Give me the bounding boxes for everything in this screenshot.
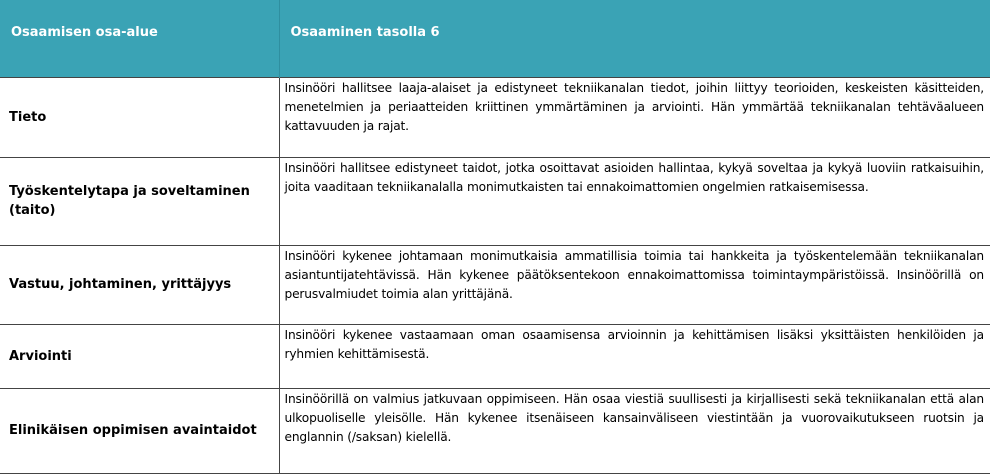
header-competence-area: Osaamisen osa-alue (0, 0, 279, 77)
table-row (0, 77, 990, 157)
row-description: Insinöörillä on valmius jatkuvaan oppimiseen. Hän osaa viestiä suullisesti ja kirjallisesti sekä tekniikanalan että alan ulkopuoliselle yleisölle. Hän kykenee itsenäiseen kansainväliseen viestintään ja vuorovaikutukseen ruotsin ja englannin (/saksan) kielellä. (279, 388, 990, 473)
row-description: Insinööri hallitsee edistyneet taidot, jotka osoittavat asioiden hallintaa, kykyä soveltaa ja kykyä luoviin ratkaisuihin, joita vaaditaan tekniikanalalla monimutkaisten tai ennakoimattomien ongelmien ratkaisemisessa. (279, 157, 990, 245)
table-row (0, 245, 990, 324)
row-area-label: Työskentelytapa ja soveltaminen (taito) (0, 157, 279, 245)
row-area-label: Elinikäisen oppimisen avaintaidot (0, 388, 279, 473)
table-body (0, 77, 990, 473)
table-row (0, 324, 990, 388)
row-area-label: Arviointi (0, 324, 279, 388)
header-row (0, 0, 990, 77)
header-competence-level: Osaaminen tasolla 6 (279, 0, 990, 77)
row-description: Insinööri hallitsee laaja-alaiset ja edistyneet tekniikanalan tiedot, joihin liittyy teorioiden, keskeisten käsitteiden, menetelmien ja periaatteiden kriittinen ymmärtäminen ja arviointi. Hän ymmärtää tekniikanalan tehtäväalueen kattavuuden ja rajat. (279, 77, 990, 157)
row-area-label: Vastuu, johtaminen, yrittäjyys (0, 245, 279, 324)
table-row (0, 388, 990, 473)
row-description: Insinööri kykenee vastaamaan oman osaamisensa arvioinnin ja kehittämisen lisäksi yksittäisten henkilöiden ja ryhmien kehittämisestä. (279, 324, 990, 388)
row-area-label: Tieto (0, 77, 279, 157)
table-header (0, 0, 990, 77)
row-description: Insinööri kykenee johtamaan monimutkaisia ammatillisia toimia tai hankkeita ja työskentelemään tekniikanalan asiantuntijatehtävissä. Hän kykenee päätöksentekoon ennakoimattomissa toimintaympäristöissä. Insinöörillä on perusvalmiudet toimia alan yrittäjänä. (279, 245, 990, 324)
table-row (0, 157, 990, 245)
